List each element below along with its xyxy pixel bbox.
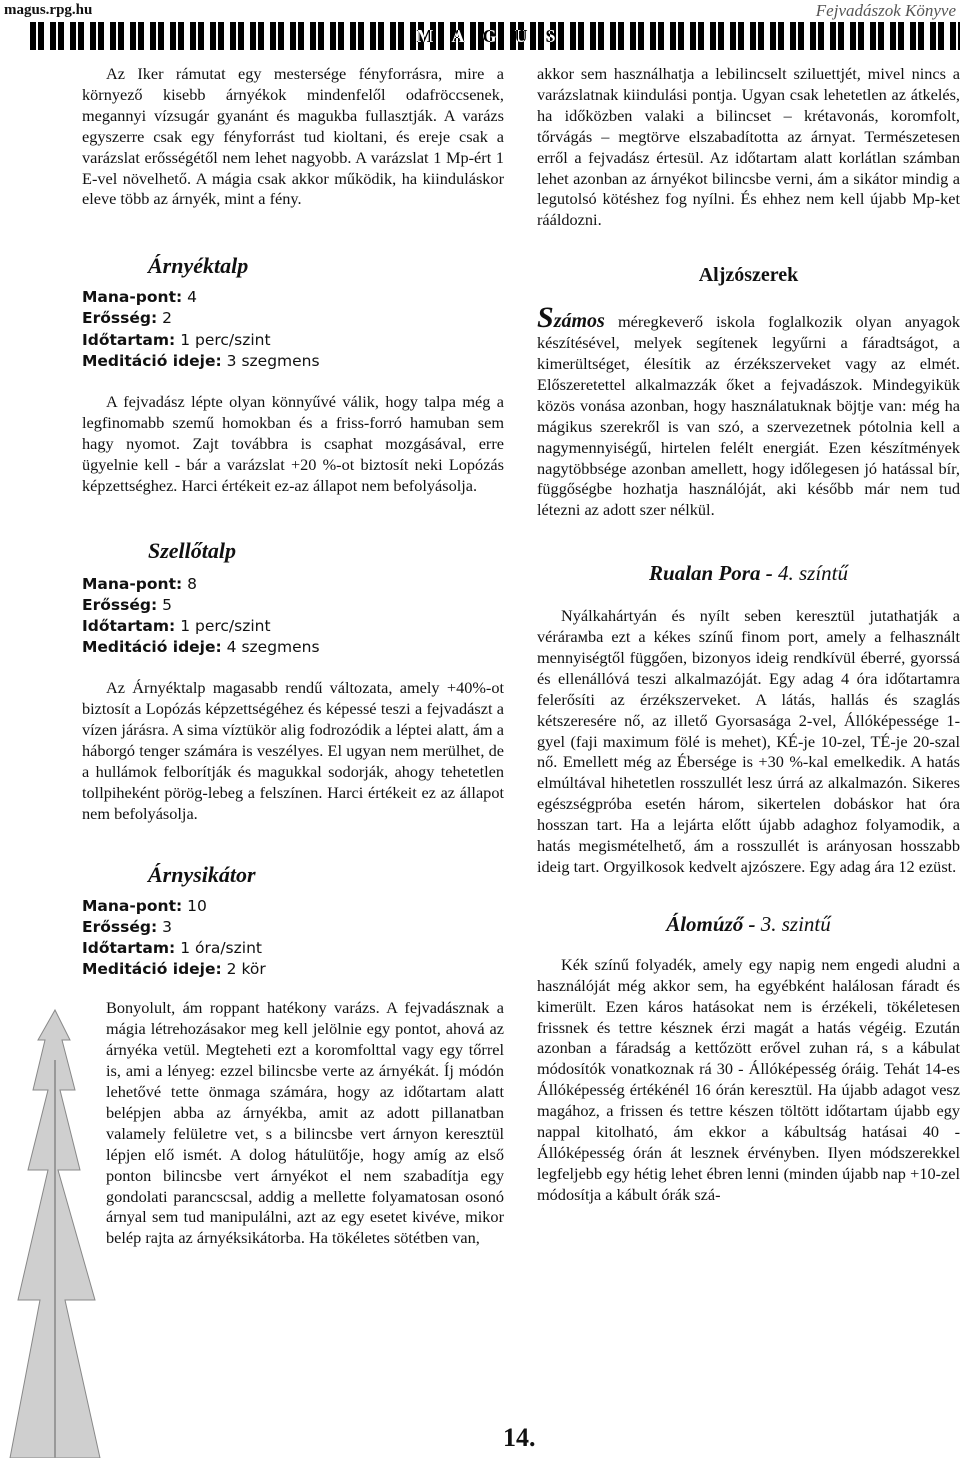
spell-text: Az Árnyéktalp magasabb rendű változata, amely +40%-ot biztosít a Lopózás képzettségéhez és képessé teszi a fejvadászt a vízen járásra. A sima víztükör alig fodrozódik a léptei alatt, ám a háborgó tenger számára is veszélyes. El ugyan nem merülhet, de a hullámok felborítják és magukkal sodorják, ahogy tehetetlen tollpiheként pörög-lebeg a felszínen. Harci értékeit ez az állapot nem befolyásolja. [82,678,504,823]
stat-label: Mana-pont: [82,574,183,593]
item-title [537,563,960,584]
item-level: 4. színtű [777,561,848,586]
site-name[interactable]: magus.rpg.hu [4,2,93,18]
intro-paragraph: Az Iker rámutat egy mestersége fényforrásra, mire a környező kisebb árnyékok mindenfelől odafröccsenek, megannyi vízsugár gyanánt és magukba fullasztják. A varázs egyszerre csak egy fényforrást tud kioltani, és ereje csak a varázslat erősségétől nem lehet nagyobb. A varázslat 1 Mp-ért 1 E-vel növelhető. A mágia csak akkor működik, ha kiinduláskor eleve több az árnyék, mint a fény. [82,64,504,209]
stat-label: Erősség: [82,309,158,328]
stat-value: 4 [187,288,198,307]
stat-label: Időtartam: [82,938,176,957]
stat-value: 1 óra/szint [180,938,262,957]
page-number: 14. [503,1423,536,1452]
stat-value: 3 szegmens [226,351,320,370]
item-text: Kék színű folyadék, amely egy napig nem engedi aludni a használóját még akkor sem, ha egyébként halálosan fáradt és kimerült. Ezen káros hatásokat nem is érzékeli, tökéletesen frissnek és tettre késznek érzi magát a hatás végéig. Ezután azonban a fáradság a kettőzött erővel zuhan rá, s a kábulat módosítók vonatkoznak rá 30 - Állóképesség óráig. Tehát 14-es Állóképesség értékénél 16 órán keresztül. Ha újabb adagot vesz magához, a frissen és tettre készen töltött időtartam újabb egy nappal kitolható, ám ekkor a kábultság hatásai 40 - Állóképesség órán át lesznek érvényben. Ilyen módszerekkel legfeljebb egy hétig lehet ébren lenni (minden újabb nap +10-zel módosítja a kábult órák szá- [537,954,960,1204]
stat-value: 2 kör [226,960,266,979]
left-column [82,64,504,1249]
item-text: Nyálkahártyán és nyílt seben keresztül jutathatják a vérárамba ezt a kékes színű finom port, amely a felhasznált mennyiségtől függően, bizonyos ideig rendkívül éberré, gyorssá és ellenállóvá teszi alkalmazóját. Egy adag 4 óra időtartamra felerősíti az érzékszerveket. A látás, hallás és szaglás kétszeresére nő, az illető Gyorsasága 2-vel, Állóképessége 1-gyel (faji maximum fölé is mehet), KÉ-je 10-zel, TÉ-je 20-szal nő. Emellett még az Ébersége is +30 %-kal emelkedik. A hatás elmúltával hihetetlen rosszullét lesz úrrá az alkalmazón. Sikeres egészségpróba esetén három, sikertelen dobáskor hat óra hosszan tart. Ha a lejárta előtt újabb adaghoz folyamodik, a hatás megismételhető, ám a rosszullét is arányosan hosszabb ideig tart. Orgyilkosok kedvelt ajzószere. Egy adag ára 12 ezüst. [537,606,960,876]
stat-value: 3 [162,917,172,936]
stat-value: 10 [187,896,207,915]
stat-label: Erősség: [82,917,158,936]
continued-paragraph: akkor sem használhatja a lebilincselt sziluettjét, mivel nincs a varázslatnak kiindulási pontja. Ugyan csak lehetetlen az átkelés, ha időközben valaki a bilincset – krétavonás, koromfolt, tőrvágás – megtörve elszabadította az árnyat. Természetesen erről a fejvadász értesül. Az időtartam alatt korlátlan számban lehet azonban az árnyékot bilincsbe verni, ám a sikátor mindig a legutolsó kötéshez fog nyílni. És ehhez nem kell újabb Mp-ket rááldozni. [537,64,960,230]
spell-text: A fejvadász lépte olyan könnyűvé válik, hogy talpa még a legfinomabb szemű homokban és a friss-forró hamuban sem hagy nyomot. Zajt továbbra is csaphat mozgásával, erre ügyelnie kell - bár a varázslat +20 %-ot biztosít neki Lopózás képzettséghez. Harci értékeit ez-az állapot nem befolyásolja. [82,392,504,495]
stat-label: Meditáció ideje: [82,960,222,979]
stat-label: Mana-pont: [82,288,183,307]
spell-title: Árnysikátor [148,861,256,887]
stat-label: Meditáció ideje: [82,351,222,370]
book-title: Fejvadászok Könyve [815,1,956,20]
stat-label: Erősség: [82,595,158,614]
stat-value: 8 [187,574,198,593]
stat-value: 5 [162,595,172,614]
stat-label: Időtartam: [82,616,176,635]
banner-text: MAGUS [416,26,574,46]
right-column [537,64,960,1206]
lead-word: zámos [553,310,605,333]
spell-text: Bonyolult, ám roppant hatékony varázs. A fejvadásznak a mágia létrehozásakor meg kell jelölnie egy pontot, ahová az árnyéka vetül. Megteheti ezt a koromfolttal vagy egy tőrrel is, ami a lényeg: ezzel bilincsbe verte az árnyékát. Íj módón lehetővé tette önmaga számára, hogy az időtartam alatt belépjen abba az árnyékba, amit az adott pillanatban valamely felületre vet, s a bilincsbe vert árnyon keresztül lépjen elő ismét. A dolog hátulütője, hogy amíg az első ponton bilincsbe vert árnyékot el nem szabadítja egy gondolati parancscsal, addig a mellette folyamatosan osonó árnyal sem tud manipulálni, azt az egy esetet kivéve, mikor belép rajta az árnyéksikátorba. Ha tökéletes sötétben van, [106,998,504,1248]
section-title: Aljzószerek [698,264,799,287]
item-name: Rualan Pora - [649,561,778,586]
spell-title: Szellőtalp [148,537,237,563]
spell-title: Árnyéktalp [148,253,249,279]
item-name: Álomúző - [666,911,761,936]
stat-value: 4 szegmens [226,638,320,657]
stat-label: Meditáció ideje: [82,638,222,657]
header-banner [30,22,960,50]
section-text: méregkeverő iskola foglalkozik olyan anyagok készítésével, melyek segítenek legyűrni a fáradtságot, a kimerültséget, élesítik az érzékszerveket vagy az elmét. Előszeretettel alkalmazzák őket a fejvadászok. Mindegyikük közös vonása azonban, hogy használatuknak böjtje van: még ha mágikus szerekről is van szó, a szervezetnek pótolnia kell a nagymennyiségű, hirtelen felélt energiát. Ezen készítmények nagytöbbsége azonban amellett, hogy időlegesen jó hatással bír, függőségbe hozhatja használóját, aki később már nem tud létezni az adott szer nélkül. [537,312,960,520]
item-level: 3. szintű [760,911,831,936]
stat-label: Mana-pont: [82,896,183,915]
spell-stats [82,896,504,981]
section-intro [537,301,960,521]
spell-stats [82,287,504,372]
stat-value: 1 perc/szint [180,330,271,349]
spell-stats [82,574,504,659]
item-title [537,911,960,936]
drop-cap: S [537,301,554,335]
stat-label: Időtartam: [82,330,176,349]
stat-value: 1 perc/szint [180,616,271,635]
stat-value: 2 [162,309,172,328]
